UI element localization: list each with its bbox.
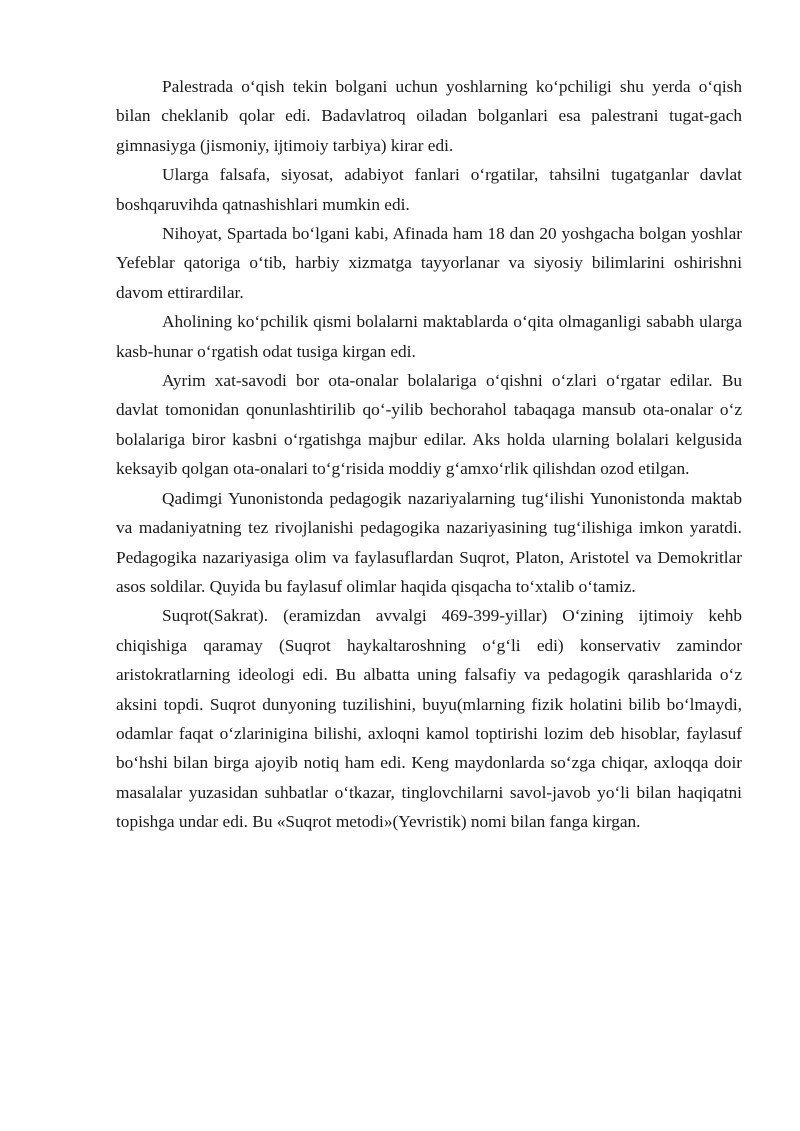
document-page	[116, 72, 742, 837]
paragraph-crafts: Aholining ko‘pchilik qismi bolalarni maktablarda o‘qita olmaganligi sababh ularga kasb-hunar o‘rgatish odat tusiga kirgan edi.	[116, 312, 742, 361]
paragraph-home-teaching: Ayrim xat-savodi bor ota-onalar bolalariga o‘qishni o‘zlari o‘rgatar edilar. Bu davlat tomonidan qonunlashtirilib qo‘-yilib bechorahol tabaqaga mansub ota-onalar o‘z bolalariga biror kasbni o‘rgatishga majbur edilar. Aks holda ularning bolalari kelgusida keksayib qolgan ota-onalari to‘g‘risida moddiy g‘amxo‘rlik qilishdan ozod etilgan.	[116, 371, 742, 479]
paragraph-socrates: Suqrot(Sakrat). (eramizdan avvalgi 469-399-yillar) O‘zining ijtimoiy kehb chiqishiga qaramay (Suqrot haykaltaroshning o‘g‘li edi) konservativ zamindor aristokratlarning ideologi edi. Bu albatta uning falsafiy va pedagogik qarashlarida o‘z aksini topdi. Suqrot dunyoning tuzilishini, buyu(mlarning fizik holatini bilib bo‘lmaydi, odamlar faqat o‘zlarinigina bilishi, axloqni kamol toptirishi lozim deb hisoblar, faylasuf bo‘hshi bilan birga ajoyib notiq ham edi. Keng maydonlarda so‘zga chiqar, axloqqa doir masalalar yuzasidan suhbatlar o‘tkazar, tinglovchilarni savol-javob yo‘li bilan haqiqatni topishga undar edi. Bu «Suqrot metodi»(Yevristik) nomi bilan fanga kirgan.	[116, 606, 742, 832]
paragraph-efebs: Nihoyat, Spartada bo‘lgani kabi, Afinada ham 18 dan 20 yoshgacha bolgan yoshlar Yefeblar qatoriga o‘tib, harbiy xizmatga tayyorlanar va siyosiy bilimlarini oshirishni davom ettirardilar.	[116, 224, 742, 302]
paragraph-subjects: Ularga falsafa, siyosat, adabiyot fanlari o‘rgatilar, tahsilni tugatganlar davlat boshqaruvihda qatnashishlari mumkin edi.	[116, 165, 742, 214]
paragraph-palestra: Palestrada o‘qish tekin bolgani uchun yoshlarning ko‘pchiligi shu yerda o‘qish bilan cheklanib qolar edi. Badavlatroq oiladan bolganlari esa palestrani tugat-gach gimnasiyga (jismoniy, ijtimoiy tarbiya) kirar edi.	[116, 77, 742, 155]
paragraph-pedagogical-theories: Qadimgi Yunonistonda pedagogik nazariyalarning tug‘ilishi Yunonistonda maktab va madaniyatning tez rivojlanishi pedagogika nazariyasining tug‘ilishiga imkon yaratdi. Pedagogika nazariyasiga olim va faylasuflardan Suqrot, Platon, Aristotel va Demokritlar asos soldilar. Quyida bu faylasuf olimlar haqida qisqacha to‘xtalib o‘tamiz.	[116, 488, 742, 596]
